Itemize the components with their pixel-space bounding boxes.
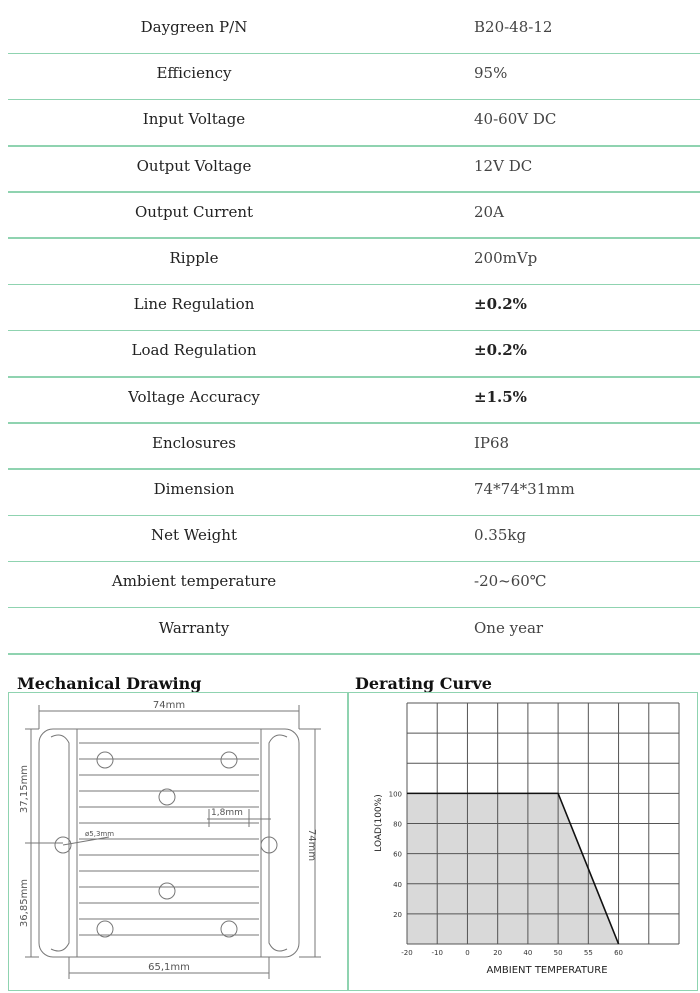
drawing-panels xyxy=(8,692,698,991)
spec-row xyxy=(8,54,700,100)
y-tick-label: 20 xyxy=(393,910,402,919)
spec-value: B20-48-12 xyxy=(474,18,553,37)
spec-value: IP68 xyxy=(474,433,510,452)
spec-label: Efficiency xyxy=(156,64,232,83)
spec-value: -20~60℃ xyxy=(474,572,547,591)
mechanical-drawing-title: Mechanical Drawing xyxy=(17,674,202,693)
spec-row xyxy=(8,285,700,331)
spec-label: Voltage Accuracy xyxy=(128,387,260,406)
y-tick-label: 40 xyxy=(393,880,402,889)
x-tick-label: 50 xyxy=(553,949,563,957)
spec-row xyxy=(8,378,700,424)
spec-label: Output Voltage xyxy=(136,156,252,175)
dim-width-top: 74mm xyxy=(152,700,186,711)
spec-label: Dimension xyxy=(153,479,235,498)
spec-row xyxy=(8,100,700,146)
spec-label: Enclosures xyxy=(152,433,236,452)
spec-value: 200mVp xyxy=(474,249,538,268)
row-divider xyxy=(8,653,700,655)
spec-row xyxy=(8,147,700,193)
x-axis-label: AMBIENT TEMPERATURE xyxy=(486,965,608,976)
dim-hole: ø5,3mm xyxy=(85,830,115,838)
spec-value: One year xyxy=(474,618,544,637)
mechanical-drawing xyxy=(9,693,345,989)
spec-label: Ambient temperature xyxy=(111,572,277,591)
spec-row xyxy=(8,516,700,562)
spec-label: Ripple xyxy=(169,249,219,268)
spec-label: Warranty xyxy=(158,618,230,637)
dim-height-right: 74mm xyxy=(306,828,317,862)
x-tick-label: 55 xyxy=(583,949,593,957)
spec-label: Input Voltage xyxy=(142,110,246,129)
x-tick-label: 60 xyxy=(614,949,624,957)
spec-row xyxy=(8,8,700,54)
spec-value: 0.35kg xyxy=(474,526,527,545)
spec-row xyxy=(8,424,700,470)
spec-row xyxy=(8,331,700,377)
heatsink-fins xyxy=(79,743,259,935)
x-tick-label: 40 xyxy=(523,949,533,957)
mounting-hole xyxy=(159,883,175,899)
spec-row xyxy=(8,470,700,516)
dim-lower-left: 36,85mm xyxy=(19,878,30,928)
spec-value: ±0.2% xyxy=(474,295,527,314)
spec-row xyxy=(8,239,700,285)
y-axis-label: LOAD(100%) xyxy=(374,794,384,852)
spec-value: ±1.5% xyxy=(474,387,527,406)
spec-label: Line Regulation xyxy=(133,295,255,314)
derating-curve-title: Derating Curve xyxy=(355,674,492,693)
spec-label: Net Weight xyxy=(151,526,237,545)
spec-label: Daygreen P/N xyxy=(140,18,248,37)
dim-fin-gap: 1,8mm xyxy=(211,808,243,818)
spec-label: Load Regulation xyxy=(131,341,257,360)
spec-value: 20A xyxy=(474,202,504,221)
x-tick-label: 0 xyxy=(465,949,470,957)
spec-value: ±0.2% xyxy=(474,341,527,360)
spec-row xyxy=(8,608,700,654)
y-tick-label: 60 xyxy=(393,850,402,859)
x-tick-label: 20 xyxy=(493,949,503,957)
spec-row xyxy=(8,193,700,239)
x-tick-label: -10 xyxy=(431,949,443,957)
spec-value: 74*74*31mm xyxy=(474,479,575,498)
spec-row xyxy=(8,562,700,608)
dim-upper-left: 37,15mm xyxy=(19,764,30,814)
dim-width-bottom: 65,1mm xyxy=(148,962,190,973)
spec-value: 95% xyxy=(474,64,508,83)
x-tick-label: -20 xyxy=(401,949,413,957)
derating-chart xyxy=(349,693,699,989)
derating-area xyxy=(407,793,619,944)
spec-value: 12V DC xyxy=(474,156,533,175)
housing-outline xyxy=(39,729,299,957)
mounting-hole xyxy=(97,752,113,768)
y-tick-label: 100 xyxy=(388,790,402,799)
mounting-hole xyxy=(221,752,237,768)
spec-label: Output Current xyxy=(134,202,254,221)
spec-table xyxy=(8,8,700,655)
y-tick-label: 80 xyxy=(393,820,402,829)
spec-value: 40-60V DC xyxy=(474,110,557,129)
